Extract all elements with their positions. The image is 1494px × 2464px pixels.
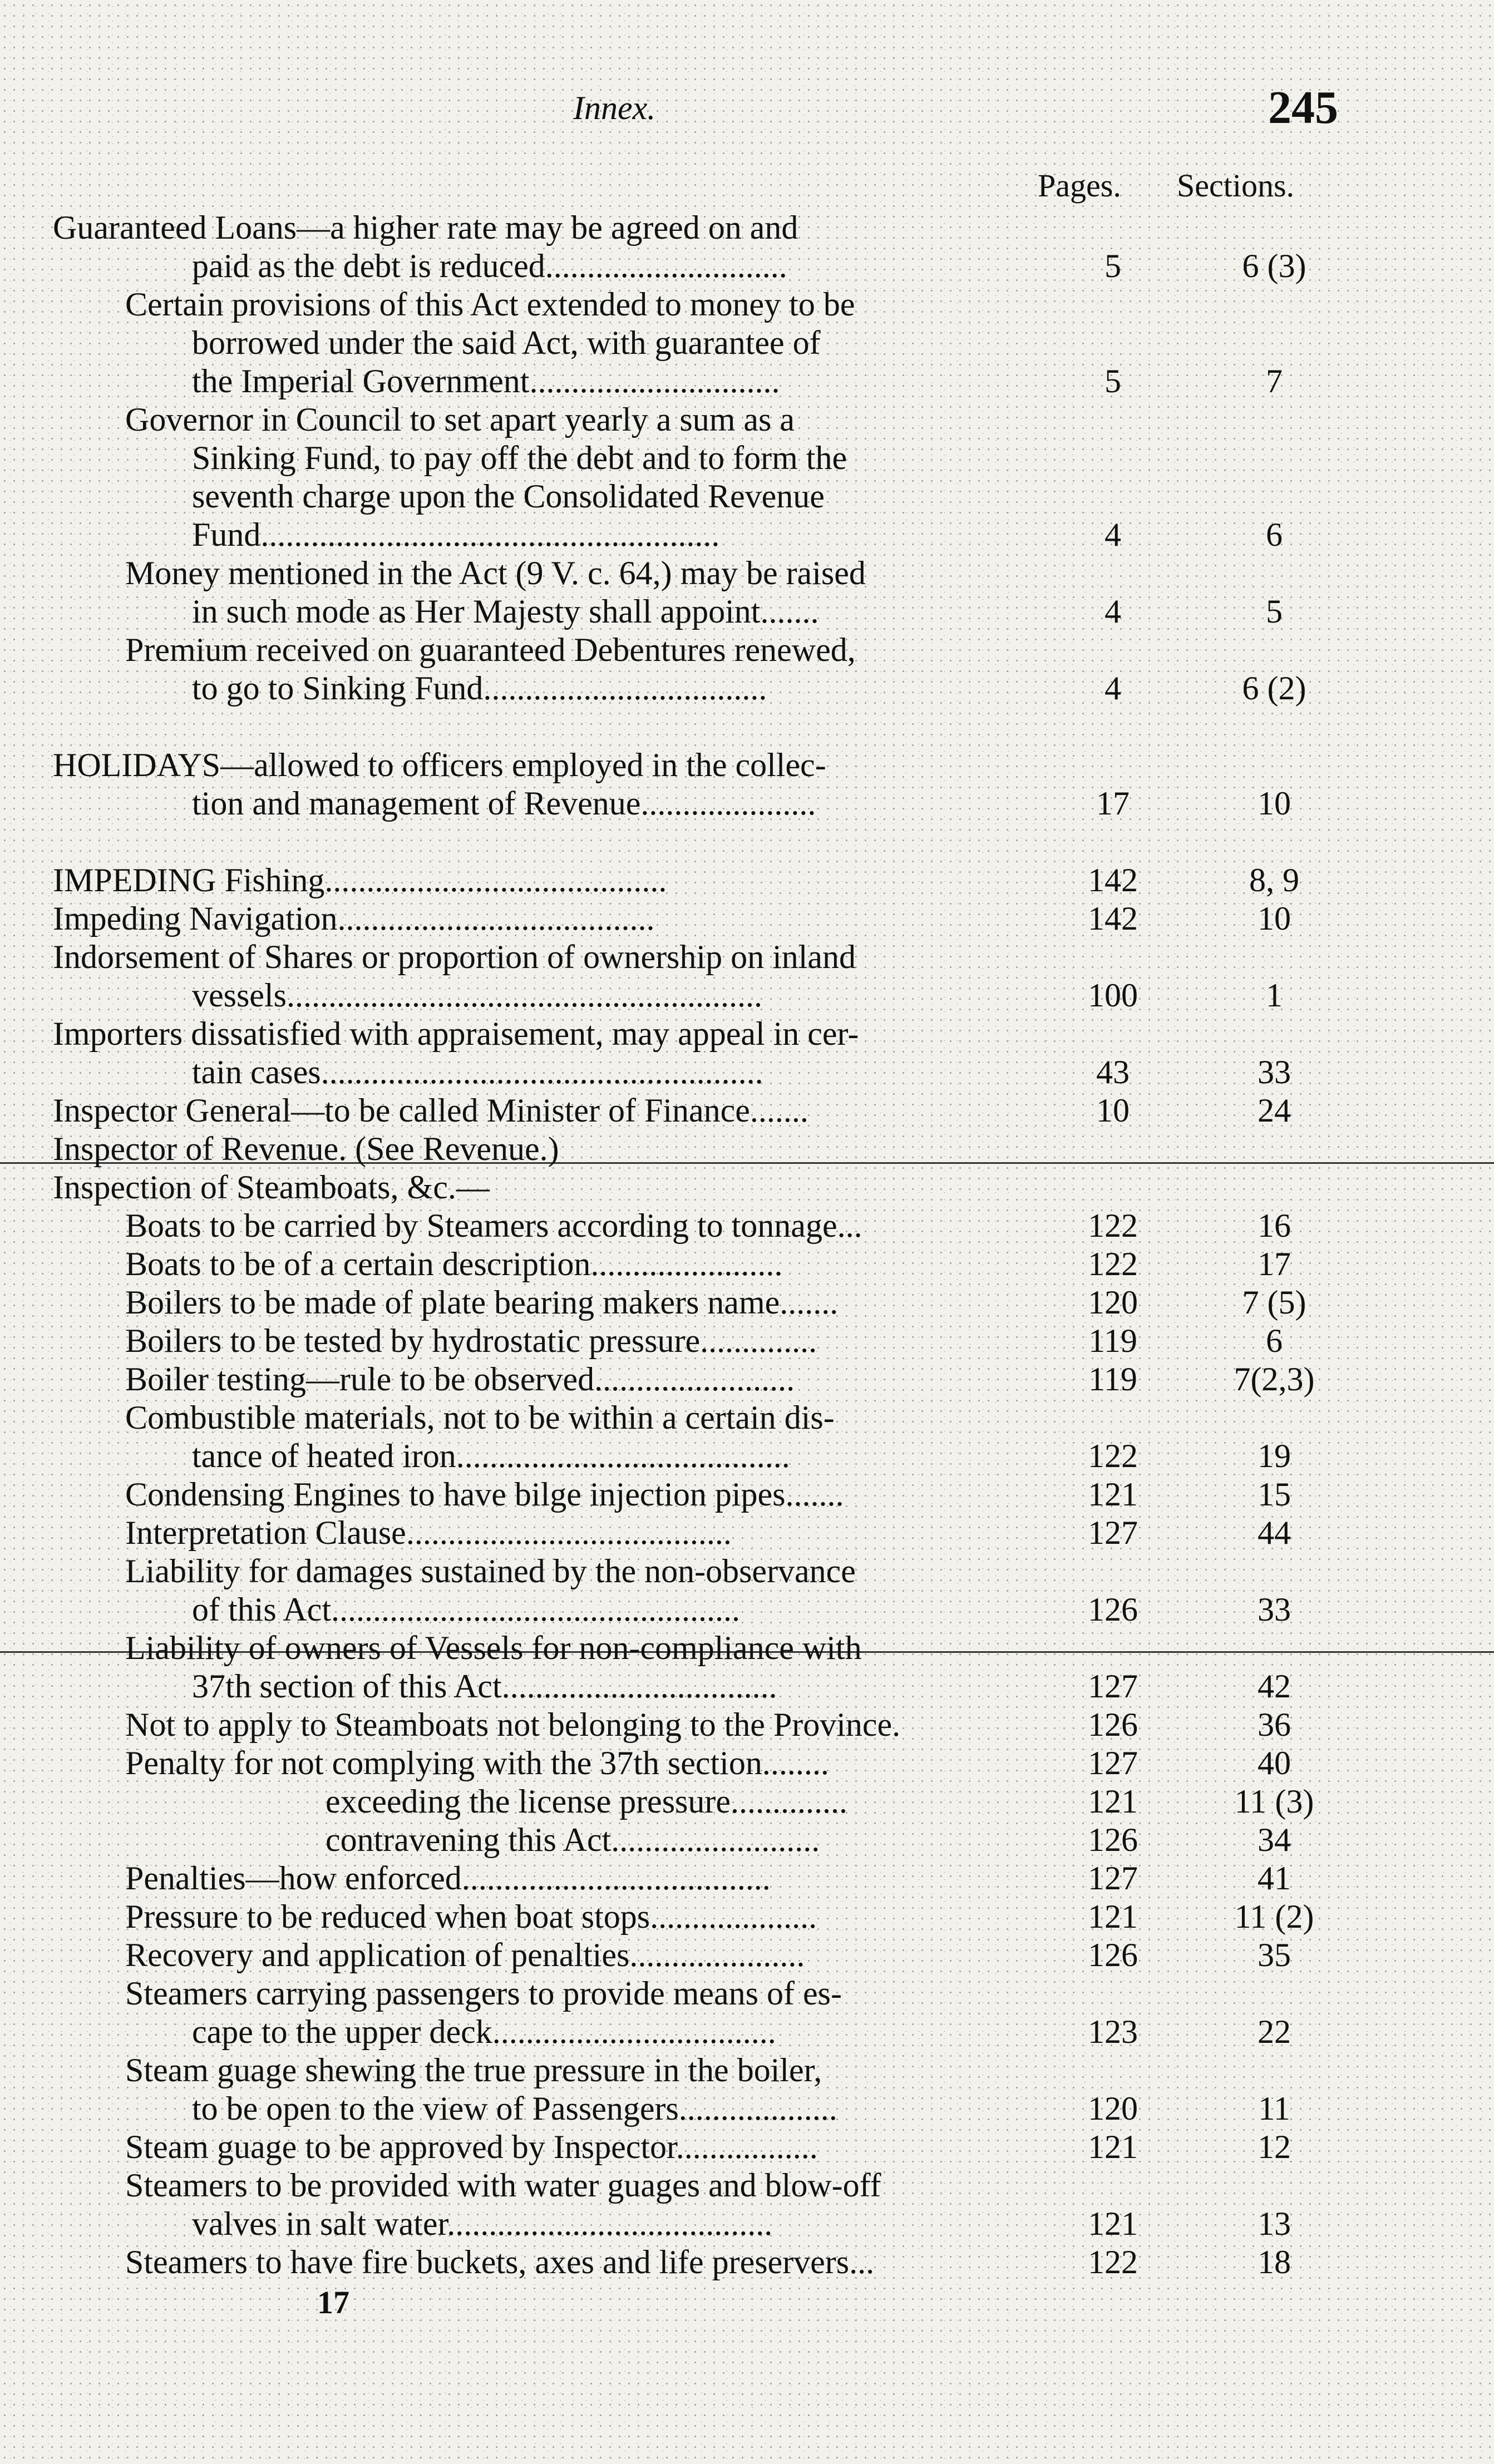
entry-page: 17	[1096, 785, 1130, 822]
index-row	[0, 1514, 1494, 1552]
entry-page: 119	[1088, 1322, 1137, 1359]
entry-text: Penalty for not complying with the 37th section........	[125, 1745, 829, 1781]
entry-section: 15	[1258, 1476, 1291, 1513]
entry-text: Inspection of Steamboats, &c.—	[53, 1169, 490, 1206]
index-row	[0, 324, 1494, 362]
entry-text: Inspector General—to be called Minister of Finance.......	[53, 1092, 808, 1129]
entry-text: to go to Sinking Fund..................................	[192, 670, 767, 707]
entry-section: 17	[1258, 1246, 1291, 1282]
index-row	[0, 401, 1494, 439]
index-row	[0, 1130, 1494, 1168]
entry-section: 12	[1258, 2129, 1291, 2165]
entry-section: 10	[1258, 900, 1291, 937]
index-row	[0, 554, 1494, 592]
entry-page: 122	[1088, 1207, 1138, 1244]
index-row	[0, 631, 1494, 669]
entry-section: 6 (3)	[1242, 248, 1306, 284]
entry-text: borrowed under the said Act, with guarantee of	[192, 324, 821, 361]
index-row	[0, 1859, 1494, 1898]
entry-text: tain cases.....................................................	[192, 1054, 763, 1090]
index-row	[0, 285, 1494, 324]
entry-text: valves in salt water.......................................	[192, 2205, 773, 2242]
entry-section: 16	[1258, 1207, 1291, 1244]
entry-section: 7(2,3)	[1234, 1361, 1315, 1398]
entry-section: 19	[1258, 1438, 1291, 1474]
entry-text: Sinking Fund, to pay off the debt and to form the	[192, 440, 847, 476]
entry-text: Boiler testing—rule to be observed........................	[125, 1361, 795, 1398]
entry-section: 18	[1258, 2244, 1291, 2280]
entry-page: 127	[1088, 1668, 1138, 1705]
entry-text: Money mentioned in the Act (9 V. c. 64,) may be raised	[125, 555, 866, 591]
entry-text: Boilers to be tested by hydrostatic pressure..............	[125, 1322, 817, 1359]
entry-section: 41	[1258, 1860, 1291, 1897]
entry-page: 4	[1105, 670, 1121, 707]
entry-section: 44	[1258, 1514, 1291, 1551]
entry-text: Importers dissatisfied with appraisement, may appeal in cer-	[53, 1015, 859, 1052]
entry-text: Steamers to have fire buckets, axes and life preservers...	[125, 2244, 875, 2280]
entry-text: HOLIDAYS—allowed to officers employed in the collec-	[53, 747, 826, 783]
entry-text: Not to apply to Steamboats not belonging to the Province.	[125, 1706, 901, 1743]
entry-section: 11	[1258, 2090, 1290, 2127]
entry-text: Pressure to be reduced when boat stops....................	[125, 1898, 817, 1935]
page-number: 245	[1268, 82, 1338, 134]
index-row	[0, 1744, 1494, 1782]
index-row	[0, 2128, 1494, 2166]
entry-text: Steam guage shewing the true pressure in the boiler,	[125, 2052, 822, 2088]
entry-section: 11 (3)	[1234, 1783, 1314, 1820]
entry-page: 120	[1088, 2090, 1138, 2127]
entry-section: 8, 9	[1249, 862, 1299, 898]
entry-text: Condensing Engines to have bilge injection pipes.......	[125, 1476, 844, 1513]
index-row	[0, 477, 1494, 516]
index-row	[0, 1207, 1494, 1245]
entry-page: 43	[1096, 1054, 1130, 1090]
entry-section: 35	[1258, 1937, 1291, 1973]
entry-text: Recovery and application of penalties.....................	[125, 1937, 805, 1973]
entry-text: Boats to be carried by Steamers according to tonnage...	[125, 1207, 862, 1244]
index-row	[0, 2051, 1494, 2090]
entry-page: 126	[1088, 1706, 1138, 1743]
index-row	[0, 439, 1494, 477]
index-row	[0, 1629, 1494, 1667]
entry-page: 120	[1088, 1284, 1138, 1321]
entry-text: Steam guage to be approved by Inspector.................	[125, 2129, 818, 2165]
index-row	[0, 1399, 1494, 1437]
index-row	[0, 209, 1494, 247]
entry-text: Boats to be of a certain description.......................	[125, 1246, 783, 1282]
entry-text: in such mode as Her Majesty shall appoint.......	[192, 593, 819, 630]
index-row	[0, 1974, 1494, 2013]
entry-section: 24	[1258, 1092, 1291, 1129]
entry-text: seventh charge upon the Consolidated Revenue	[192, 478, 825, 515]
entry-section: 6 (2)	[1242, 670, 1306, 707]
entry-text: Steamers carrying passengers to provide means of es-	[125, 1975, 842, 2012]
entry-text: tion and management of Revenue.....................	[192, 785, 816, 822]
column-headers	[0, 167, 1494, 206]
entry-text: Impeding Navigation......................................	[53, 900, 655, 937]
entry-text: the Imperial Government..............................	[192, 363, 780, 399]
entry-text: vessels.........................................................	[192, 977, 762, 1014]
signature-mark: 17	[317, 2284, 349, 2320]
index-row	[0, 1591, 1494, 1629]
entry-page: 121	[1088, 2205, 1138, 2242]
entry-section: 40	[1258, 1745, 1291, 1781]
entry-section: 6	[1266, 516, 1283, 553]
entry-section: 22	[1258, 2013, 1291, 2050]
entry-page: 5	[1105, 363, 1121, 399]
entry-page: 5	[1105, 248, 1121, 284]
entry-page: 119	[1088, 1361, 1137, 1398]
entry-page: 126	[1088, 1591, 1138, 1628]
index-row	[0, 1245, 1494, 1283]
entry-text: Inspector of Revenue. (See Revenue.)	[53, 1130, 559, 1167]
entry-page: 126	[1088, 1821, 1138, 1858]
index-row	[0, 1821, 1494, 1859]
pages-column-header: Pages.	[1038, 167, 1121, 204]
entry-section: 13	[1258, 2205, 1291, 2242]
entry-text: to be open to the view of Passengers...................	[192, 2090, 837, 2127]
entry-text: Fund.......................................................	[192, 516, 720, 553]
index-row	[0, 1360, 1494, 1399]
index-row	[0, 976, 1494, 1015]
index-row	[0, 1552, 1494, 1591]
entry-section: 33	[1258, 1054, 1291, 1090]
entry-section: 11 (2)	[1234, 1898, 1314, 1935]
entry-page: 121	[1088, 1476, 1138, 1513]
entry-section: 6	[1266, 1322, 1283, 1359]
entry-page: 121	[1088, 1898, 1138, 1935]
entry-text: Governor in Council to set apart yearly a sum as a	[125, 401, 795, 438]
index-row	[0, 861, 1494, 900]
entry-page: 10	[1096, 1092, 1130, 1129]
index-row	[0, 2205, 1494, 2243]
entry-text: Certain provisions of this Act extended to money to be	[125, 286, 855, 323]
entry-page: 127	[1088, 1860, 1138, 1897]
index-row	[0, 1437, 1494, 1475]
index-row	[0, 746, 1494, 784]
entry-section: 33	[1258, 1591, 1291, 1628]
entry-text: Penalties—how enforced.....................................	[125, 1860, 771, 1897]
entry-page: 122	[1088, 1246, 1138, 1282]
index-row	[0, 2090, 1494, 2128]
index-row	[0, 592, 1494, 631]
index-row	[0, 516, 1494, 554]
entry-text: Steamers to be provided with water guages and blow-off	[125, 2167, 881, 2204]
entry-text: of this Act.................................................	[192, 1591, 740, 1628]
sections-column-header: Sections.	[1177, 167, 1295, 204]
entry-section: 10	[1258, 785, 1291, 822]
entry-page: 142	[1088, 862, 1138, 898]
index-row	[0, 1322, 1494, 1360]
index-row	[0, 1053, 1494, 1092]
index-entries	[0, 209, 1494, 2282]
entry-section: 1	[1266, 977, 1283, 1014]
entry-section: 7	[1266, 363, 1283, 399]
entry-text: Boilers to be made of plate bearing makers name.......	[125, 1284, 839, 1321]
entry-section: 42	[1258, 1668, 1291, 1705]
entry-page: 126	[1088, 1937, 1138, 1973]
entry-section: 5	[1266, 593, 1283, 630]
index-row	[0, 1936, 1494, 1974]
entry-page: 121	[1088, 1783, 1138, 1820]
index-row	[0, 1168, 1494, 1207]
index-row	[0, 2013, 1494, 2051]
entry-text: paid as the debt is reduced.............................	[192, 248, 787, 284]
index-row	[0, 1015, 1494, 1053]
index-row	[0, 1475, 1494, 1514]
entry-page: 100	[1088, 977, 1138, 1014]
index-row	[0, 1092, 1494, 1130]
index-row	[0, 708, 1494, 746]
entry-page: 122	[1088, 1438, 1138, 1474]
index-row	[0, 823, 1494, 861]
entry-page: 127	[1088, 1514, 1138, 1551]
entry-text: Premium received on guaranteed Debentures renewed,	[125, 631, 856, 668]
index-row	[0, 784, 1494, 823]
entry-text: Liability for damages sustained by the non-observance	[125, 1553, 856, 1589]
index-row	[0, 1283, 1494, 1322]
entry-page: 127	[1088, 1745, 1138, 1781]
index-row	[0, 1667, 1494, 1706]
entry-text: 37th section of this Act.................................	[192, 1668, 777, 1705]
entry-text: Interpretation Clause.......................................	[125, 1514, 732, 1551]
index-row	[0, 938, 1494, 976]
entry-text: contravening this Act.........................	[326, 1821, 820, 1858]
entry-text: Indorsement of Shares or proportion of ownership on inland	[53, 939, 856, 975]
entry-section: 7 (5)	[1242, 1284, 1306, 1321]
entry-text: cape to the upper deck..................................	[192, 2013, 776, 2050]
index-row	[0, 669, 1494, 708]
index-row	[0, 900, 1494, 938]
entry-page: 122	[1088, 2244, 1138, 2280]
entry-section: 36	[1258, 1706, 1291, 1743]
index-row	[0, 1706, 1494, 1744]
entry-section: 34	[1258, 1821, 1291, 1858]
entry-page: 123	[1088, 2013, 1138, 2050]
index-row	[0, 2243, 1494, 2282]
entry-text: tance of heated iron........................................	[192, 1438, 790, 1474]
running-title: Innex.	[573, 90, 656, 126]
index-row	[0, 1782, 1494, 1821]
entry-text: Liability of owners of Vessels for non-compliance with	[125, 1630, 862, 1666]
entry-text: IMPEDING Fishing.........................................	[53, 862, 667, 898]
index-row	[0, 362, 1494, 401]
entry-page: 142	[1088, 900, 1138, 937]
index-row	[0, 2166, 1494, 2205]
entry-text: Guaranteed Loans—a higher rate may be agreed on and	[53, 209, 798, 246]
entry-text: Combustible materials, not to be within a certain dis-	[125, 1399, 835, 1436]
entry-page: 4	[1105, 593, 1121, 630]
entry-page: 4	[1105, 516, 1121, 553]
entry-page: 121	[1088, 2129, 1138, 2165]
entry-text: exceeding the license pressure..............	[326, 1783, 847, 1820]
index-row	[0, 247, 1494, 285]
index-row	[0, 1898, 1494, 1936]
